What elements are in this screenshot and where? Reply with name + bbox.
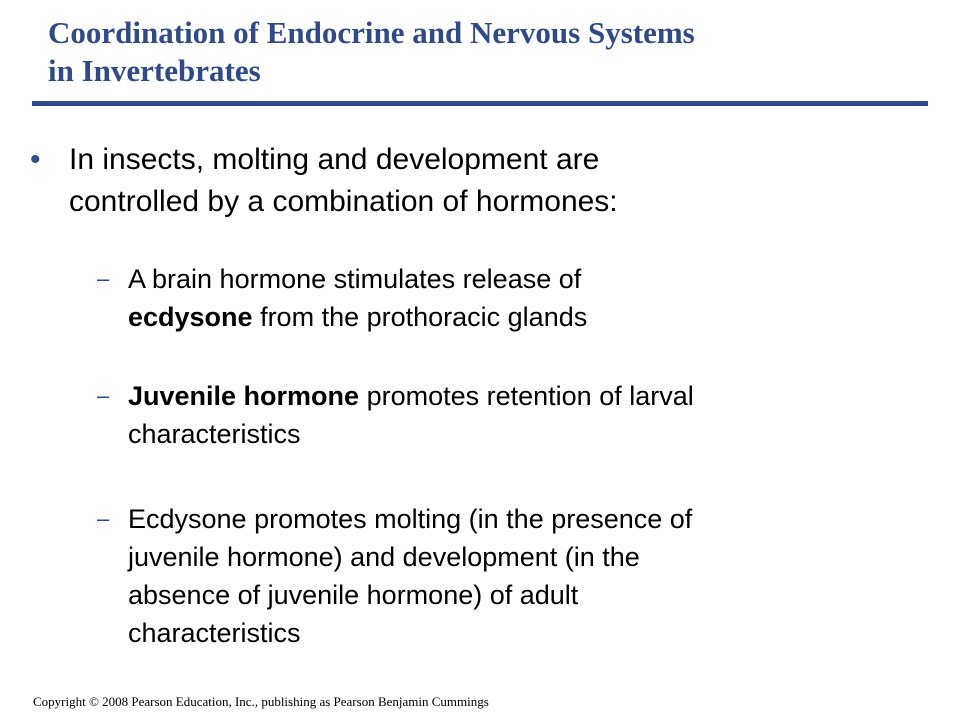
subpoint-line-2: characteristics <box>128 419 301 449</box>
subpoint-ecdysone-effects <box>97 500 927 652</box>
subpoint-line-1: A brain hormone stimulates release of <box>128 264 582 294</box>
bullet-text-line-1: In insects, molting and development are <box>69 143 600 176</box>
subpoint-rest: promotes retention of larval <box>359 381 694 411</box>
subpoint-juvenile-hormone <box>97 377 927 453</box>
subpoint-marker: – <box>97 266 110 291</box>
subpoint-marker: – <box>97 383 110 408</box>
subpoint-rest: from the prothoracic glands <box>252 302 588 332</box>
slide-title <box>48 14 928 90</box>
subpoint-line-1: Ecdysone promotes molting (in the presence of <box>128 504 693 534</box>
subpoint-line-4: characteristics <box>128 618 301 648</box>
subpoint-line-2 <box>128 298 927 336</box>
main-bullet <box>30 139 910 223</box>
subpoint-line-1 <box>128 377 927 415</box>
bullet-text-line-2: controlled by a combination of hormones: <box>69 185 618 218</box>
term-juvenile-hormone: Juvenile hormone <box>128 381 360 411</box>
subpoint-brain-hormone <box>97 260 927 336</box>
subpoint-line-2: juvenile hormone) and development (in the <box>128 542 640 572</box>
title-line-2: in Invertebrates <box>48 53 261 88</box>
title-divider <box>32 101 928 106</box>
title-line-1: Coordination of Endocrine and Nervous Systems <box>48 15 695 50</box>
bullet-marker: • <box>30 143 41 176</box>
copyright-footer: Copyright © 2008 Pearson Education, Inc., publishing as Pearson Benjamin Cummings <box>33 694 489 709</box>
term-ecdysone: ecdysone <box>128 302 253 332</box>
subpoint-line-3: absence of juvenile hormone) of adult <box>128 580 579 610</box>
subpoint-marker: – <box>97 506 110 531</box>
